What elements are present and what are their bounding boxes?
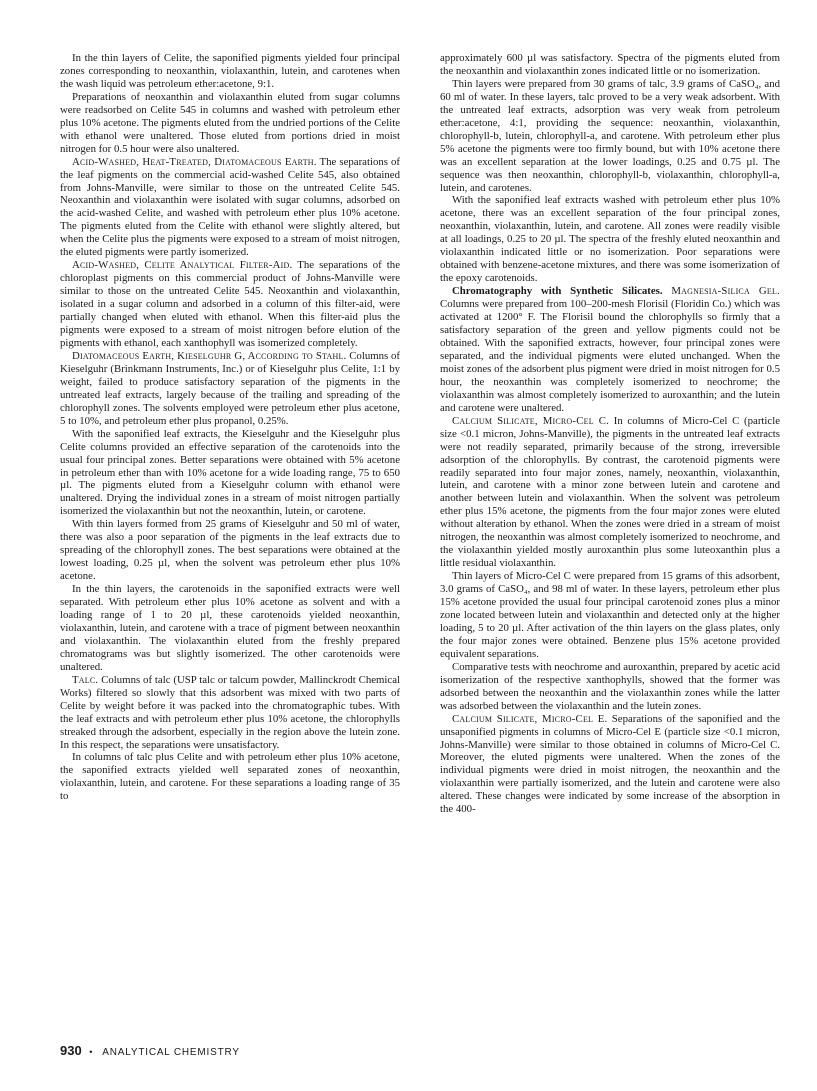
- paragraph-text: Columns of Kieselguhr (Brinkmann Instruments, Inc.) or of Kieselguhr plus Celite, 1:1 by weight, failed to produce satisfactory separation of the pigments in the untreated leaf extracts, largely because of the trailing and spreading of the chlorophyll zones. The solvents employed were petroleum ether plus acetone, 5 to 10%, and petroleum ether plus propanol, 0.25%.: [60, 349, 400, 427]
- subsection-heading: Magnesia-Silica Gel.: [671, 285, 780, 298]
- paragraph: With the saponified leaf extracts washed with petroleum ether plus 10% acetone, there was an excellent separation of the four principal zones, neoxanthin, violaxanthin, lutein, and carotene. All zones were readily visible at all loadings, 0.25 to 20 µl. The spectra of the freshly eluted neoxanthin and violaxanthin indicated little or no isomerization. Poor separations were obtained with benzene-acetone mixtures, and there was some isomerization of the epoxy carotenoids.: [440, 194, 780, 285]
- paragraph: approximately 600 µl was satisfactory. Spectra of the pigments eluted from the neoxanthin and violaxanthin zones indicated little or no isomerization.: [440, 52, 780, 77]
- paragraph-text: In columns of Micro-Cel C (particle size <0.1 micron, Johns-Manville), the pigments in the untreated leaf extracts were not readily separated, primarily because of the strong, irreversible adsorption of the chlorophylls. By contrast, the carotenoid pigments were readily separated into four major zones, namely, neoxanthin, violaxanthin, lutein, and carotene with a minor zone between lutein and carotene and another between lutein and violaxanthin. When the solvent was petroleum ether plus 15% acetone, the pigments from the four major zones were eluted without alteration by ethanol. When the zones were dried in a stream of moist nitrogen, the neoxanthin was almost completely isomerized to neochrome, and the violaxanthin yielded mostly auroxanthin plus some luteoxanthin plus a little residual violaxanthin.: [440, 414, 780, 570]
- journal-name: ANALYTICAL CHEMISTRY: [102, 1047, 240, 1058]
- paragraph: Comparative tests with neochrome and auroxanthin, prepared by acetic acid isomerization of the respective xanthophylls, showed that the former was adsorbed between the neoxanthin and the violaxanthin zones while the latter was adsorbed between the violaxanthin and the lutein zones.: [440, 660, 780, 712]
- section-heading: Calcium Silicate, Micro-Cel C.: [452, 414, 609, 427]
- paragraph: With thin layers formed from 25 grams of Kieselguhr and 50 ml of water, there was also a poor separation of the pigments in the leaf extracts due to spreading of the chlorophyll zones. The best separations were obtained at the lowest loading, 0.25 µl, when the solvent was petroleum ether plus 10% acetone.: [60, 518, 400, 583]
- bullet-separator: •: [89, 1047, 94, 1057]
- paragraph-text: The separations of the leaf pigments on the commercial acid-washed Celite 545, also obtained from Johns-Manville, were similar to those on the untreated Celite 545. Neoxanthin and violaxanthin were isolated with sugar columns, adsorbed on the acid-washed Celite, and washed with petroleum ether plus 10% acetone. The pigments eluted from the Celite with ethanol were slightly altered, but when the Celite plus the pigments were exposed to a stream of moist nitrogen, the eluted pigments were partly isomerized.: [60, 155, 400, 259]
- paragraph: Preparations of neoxanthin and violaxanthin eluted from sugar columns were readsorbed on Celite 545 in columns and washed with petroleum ether plus 10% acetone. The pigments eluted from the undried portions of the Celite with ethanol were unaltered. Those eluted from portions dried in moist nitrogen for 0.5 hour were also unaltered.: [60, 90, 400, 155]
- paragraph-text: Separations of the saponified and the unsaponified pigments in columns of Micro-Cel E (particle size <0.1 micron, Johns-Manville) were similar to those obtained in columns of Micro-Cel C. Moreover, the eluted pigments were unaltered. When the zones of the individual pigments were dried in moist nitrogen, the neoxanthin and the violaxanthin were partially isomerized, and the lutein and carotene were also altered. These changes were indicated by some increase of the absorption in the 400-: [440, 712, 781, 816]
- paragraph: Thin layers of Micro-Cel C were prepared from 15 grams of this adsorbent, 3.0 grams of CaSO₄, and 98 ml of water. In these layers, petroleum ether plus 15% acetone provided the usual four principal carotenoid zones plus a minor zone located between lutein and violaxanthin and detected only at the higher loading, 5 to 20 µl. After activation of the thin layers on the glass plates, only the four major zones were obtained. Benzene plus 15% acetone provided equivalent separations.: [440, 570, 780, 660]
- paragraph-text: Columns were prepared from 100–200-mesh Florisil (Floridin Co.) which was activated at 1200° F. The Florisil bound the chlorophylls so firmly that a satisfactory separation of the green and yellow pigments could not be obtained. With the saponified extracts, however, four principal zones were separated, and the individual pigments were eluted unchanged. When the moist zones of the adsorbent plus pigment were dried in moist nitrogen for 0.5 hour, the neoxanthin was completely isomerized to neochrome; the violaxanthin was almost completely isomerized to auroxanthin; and the lutein and carotene were unaltered.: [440, 298, 780, 414]
- paragraph: [60, 350, 400, 428]
- paragraph: With the saponified leaf extracts, the Kieselguhr and the Kieselguhr plus Celite columns provided an effective separation of the carotenoids into the usual four principal zones. Better separations were obtained with 5% acetone in petroleum ether than with 10% acetone for a wide loading range, 75 to 650 µl. The pigments eluted from a Kieselguhr column with ethanol were unaltered. Drying the individual zones in a stream of moist nitrogen partially isomerized the violaxanthin but not the neoxanthin, lutein, or carotene.: [60, 427, 400, 518]
- section-heading: Chromatography with Synthetic Silicates.: [452, 285, 663, 298]
- paragraph: Thin layers were prepared from 30 grams of talc, 3.9 grams of CaSO₄, and 60 ml of water. In these layers, talc proved to be a very weak adsorbent. With the untreated leaf extracts, adsorption was very weak from petroleum ether:acetone, 4:1, providing the sequence: neoxanthin, violaxanthin, chlorophyll-b, lutein, chlorophyll-a, and carotene. With petroleum ether plus 5% acetone the pigments were too firmly bound, but with 10% acetone there was an excellent separation at the lower loadings, 0.25 and 0.75 µl. The sequence was then neoxanthin, chlorophyll-b, violaxanthin, chlorophyll-a, lutein, and carotenes.: [440, 77, 780, 194]
- paragraph: [440, 415, 780, 570]
- paragraph-text: The separations of the chloroplast pigments on this commercial product of Johns-Manville were similar to those on the untreated Celite 545. Neoxanthin and violaxanthin, isolated in a sugar column and adsorbed in a column of this filter-aid, were partially changed when eluted with ethanol. When this filter-aid plus the pigments were exposed to a stream of moist nitrogen before elution of the pigments with ethanol, each xanthophyll was isomerized completely.: [60, 259, 400, 349]
- paragraph: [60, 156, 400, 260]
- page-footer: [60, 1043, 240, 1058]
- section-heading: Talc.: [72, 673, 99, 686]
- paragraph: [60, 259, 400, 350]
- page-number: 930: [60, 1043, 82, 1058]
- section-heading: Acid-Washed, Celite Analytical Filter-Aid.: [72, 259, 293, 272]
- right-column: [440, 52, 780, 816]
- paragraph-text: Columns of talc (USP talc or talcum powder, Mallinckrodt Chemical Works) filtered so slowly that this adsorbent was mixed with two parts of Celite by weight before it was packed into the chromatographic tubes. With the leaf extracts and with petroleum ether plus 10% acetone, the chlorophylls streaked through the adsorbent, especially in the region above the lutein zone. In this respect, the separations were unsatisfactory.: [60, 673, 400, 751]
- paragraph: [60, 674, 400, 752]
- paragraph: In columns of talc plus Celite and with petroleum ether plus 10% acetone, the saponified extracts yielded well separated zones of neoxanthin, violaxanthin, lutein, and carotene. For these separations a loading range of 35 to: [60, 751, 400, 803]
- paragraph: [440, 285, 780, 415]
- section-heading: Diatomaceous Earth, Kieselguhr G, According to Stahl.: [72, 349, 347, 362]
- left-column: [60, 52, 400, 803]
- section-heading: Calcium Silicate, Micro-Cel E.: [452, 712, 608, 725]
- paragraph: [440, 713, 780, 817]
- paragraph: In the thin layers of Celite, the saponified pigments yielded four principal zones corresponding to neoxanthin, violaxanthin, lutein, and carotenes when the wash liquid was petroleum ether:acetone, 9:1.: [60, 52, 400, 90]
- section-heading: Acid-Washed, Heat-Treated, Diatomaceous Earth.: [72, 155, 317, 168]
- paragraph: In the thin layers, the carotenoids in the saponified extracts were well separated. With petroleum ether plus 10% acetone as solvent and with a loading range of 1 to 20 µl, these carotenoids yielded neoxanthin, violaxanthin, lutein, and carotene with a trace of pigment between neoxanthin and violaxanthin. The violaxanthin eluted from the freshly prepared chromatograms was but slightly isomerized. The other carotenoids were unaltered.: [60, 583, 400, 673]
